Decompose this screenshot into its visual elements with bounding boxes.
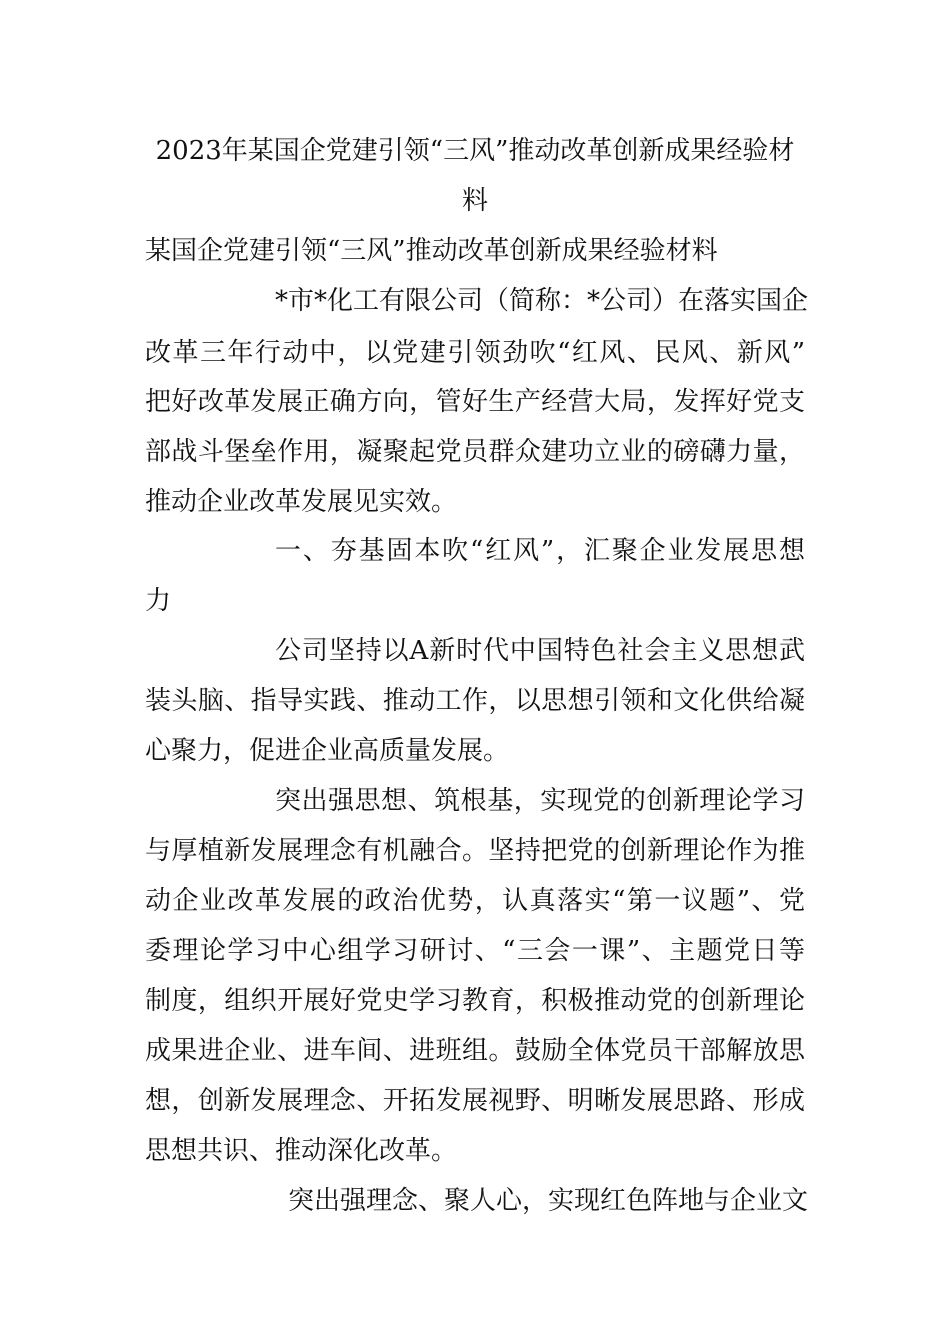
document-subtitle: 某国企党建引领“三风”推动改革创新成果经验材料 <box>145 236 718 266</box>
paragraph-3-line-3: 动企业改革发展的政治优势，认真落实“第一议题”、党 <box>145 886 805 916</box>
paragraph-2-line-3: 心聚力，促进企业高质量发展。 <box>145 736 510 766</box>
paragraph-1-line-5: 推动企业改革发展见实效。 <box>145 487 458 517</box>
paragraph-3-line-1: 突出强思想、筑根基，实现党的创新理论学习 <box>275 786 805 816</box>
paragraph-3-line-6: 成果进企业、进车间、进班组。鼓励全体党员干部解放思 <box>145 1036 805 1066</box>
paragraph-3-line-7: 想，创新发展理念、开拓发展视野、明晰发展思路、形成 <box>145 1086 805 1116</box>
paragraph-2-line-1: 公司坚持以A新时代中国特色社会主义思想武 <box>275 636 805 666</box>
paragraph-3-line-4: 委理论学习中心组学习研讨、“三会一课”、主题党日等 <box>145 936 805 966</box>
paragraph-3-line-8: 思想共识、推动深化改革。 <box>145 1136 458 1166</box>
paragraph-1-line-3: 把好改革发展正确方向，管好生产经营大局，发挥好党支 <box>145 387 805 417</box>
document-title-line-2: 料 <box>461 186 488 216</box>
document-title-line-1: 2023年某国企党建引领“三风”推动改革创新成果经验材 <box>155 136 795 166</box>
heading-1-line-1: 一、夯基固本吹“红风”，汇聚企业发展思想 <box>275 536 805 566</box>
paragraph-1-line-4: 部战斗堡垒作用，凝聚起党员群众建功立业的磅礴力量， <box>145 437 805 467</box>
paragraph-4-line-1: 突出强理念、聚人心，实现红色阵地与企业文 <box>288 1186 809 1216</box>
heading-1-line-2: 力 <box>145 586 172 616</box>
paragraph-2-line-2: 装头脑、指导实践、推动工作，以思想引领和文化供给凝 <box>145 686 805 716</box>
paragraph-3-line-5: 制度，组织开展好党史学习教育，积极推动党的创新理论 <box>145 986 805 1016</box>
paragraph-3-line-2: 与厚植新发展理念有机融合。坚持把党的创新理论作为推 <box>145 836 805 866</box>
paragraph-1-line-2: 改革三年行动中，以党建引领劲吹“红风、民风、新风” <box>145 338 805 368</box>
paragraph-1-line-1: *市*化工有限公司（简称：*公司）在落实国企 <box>275 286 809 316</box>
